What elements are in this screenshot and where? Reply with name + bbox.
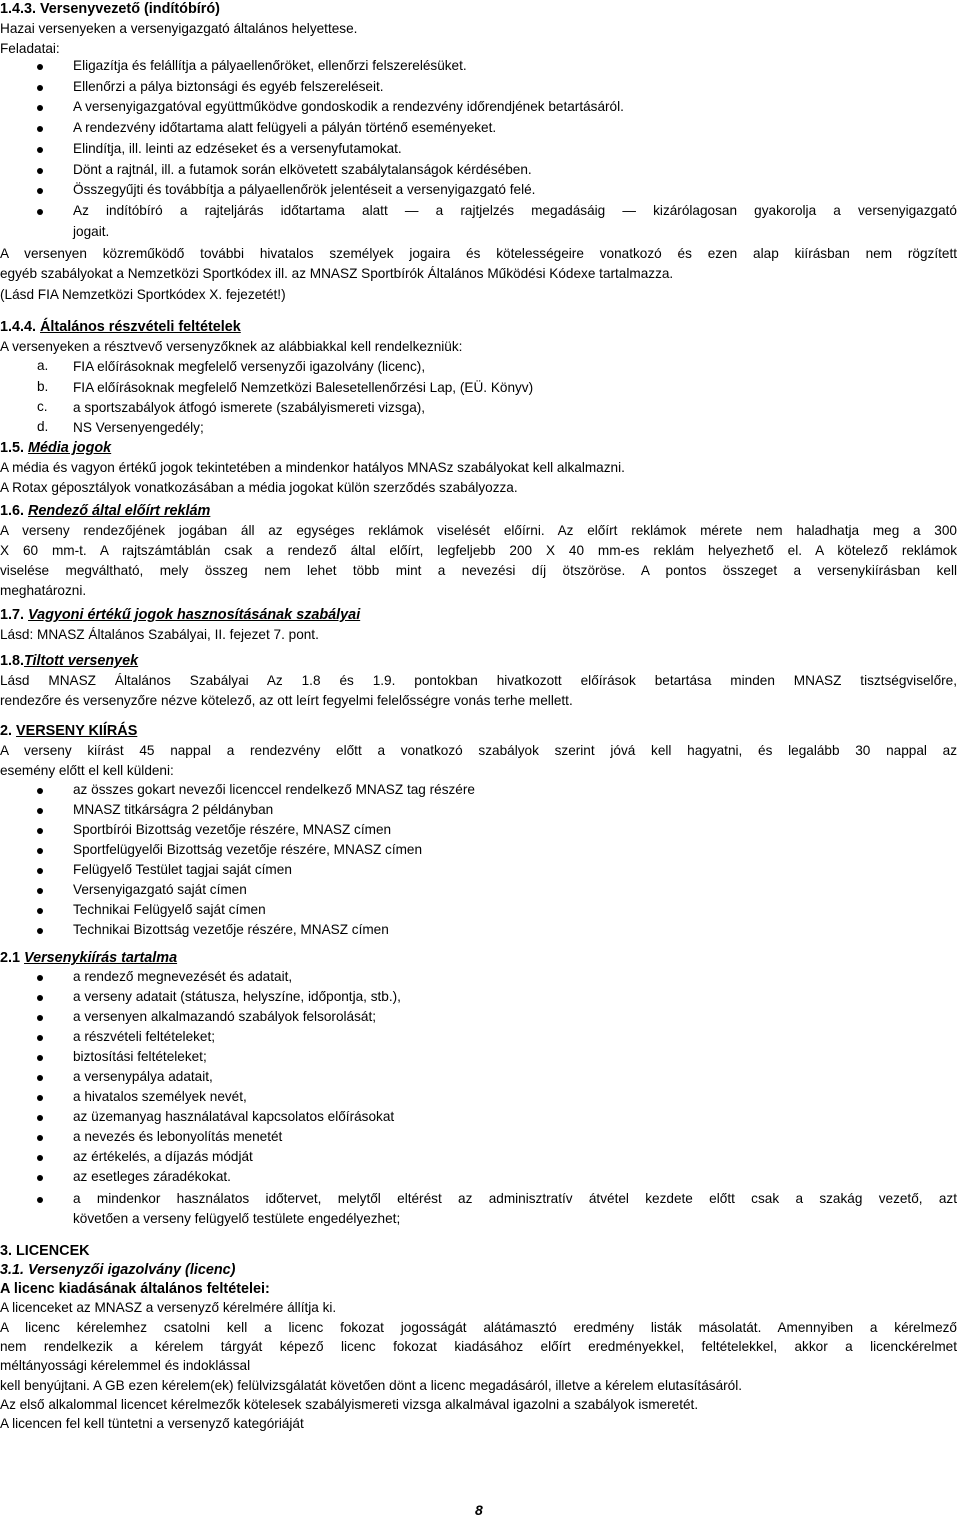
bullet-icon (37, 1175, 43, 1181)
text-line: esemény előtt el kell küldeni: (0, 763, 174, 778)
bullet-icon (37, 808, 43, 814)
section-title: Rendező által előírt reklám (28, 503, 211, 519)
text-line: rendezőre és versenyzőre nézve kötelező, az ott leírt fegyelmi felelősségre vonás terhe mellett. (0, 693, 573, 708)
bullet-icon (37, 788, 43, 794)
text-line: A licenceket az MNASZ a versenyző kérelmére állítja ki. (0, 1300, 337, 1315)
text-line: A verseny kiírást 45 nappal a rendezvény előtt a vonatkozó szabályok szerint jóvá kell hagyatni, és legalább 30 nappal az (0, 743, 957, 758)
bullet-icon (37, 64, 43, 70)
list-item: a sportszabályok átfogó ismerete (szabályismereti vizsga), (73, 400, 426, 415)
section-heading-1-7 (0, 606, 360, 624)
text-line: A versenyeken a résztvevő versenyzőknek az alábbiakkal kell rendelkezniük: (0, 339, 463, 354)
section-number: 1.8. (0, 653, 25, 669)
section-title: Tiltott versenyek (24, 653, 139, 669)
list-item: biztosítási feltételeket; (73, 1049, 207, 1064)
section-number: 1.5. (0, 440, 25, 456)
section-number: 1.7. (0, 607, 25, 623)
bullet-icon (37, 126, 43, 132)
text-line: A versenyen közreműködő további hivatalos személyek jogaira és kötelességeire vonatkozó és ezen alap kiírásban nem rögzített (0, 246, 957, 261)
text-line: Az első alkalommal licencet kérelmezők kötelesek szabályismereti vizsga alkalmával igazolni a szabályok ismeretét. (0, 1397, 699, 1412)
list-item: Dönt a rajtnál, ill. a futamok során elkövetett szabálytalanságok kérdésében. (73, 162, 532, 177)
text-line: Lásd: MNASZ Általános Szabályai, II. fejezet 7. pont. (0, 627, 319, 642)
text-line: A licenc kérelemhez csatolni kell a licenc fokozat jogosságát alátámasztó eredmény listák másolatát. Amennyiben a kérelmező (0, 1320, 957, 1335)
list-item: a verseny adatait (státusza, helyszíne, időpontja, stb.), (73, 989, 401, 1004)
list-item: a versenypálya adatait, (73, 1069, 213, 1084)
text-line: Feladatai: (0, 41, 60, 56)
list-item: a részvételi feltételeket; (73, 1029, 216, 1044)
list-letter: c. (37, 399, 48, 414)
list-item: A rendezvény időtartama alatt felügyeli a pályán történő eseményeket. (73, 120, 497, 135)
page-number: 8 (475, 1502, 483, 1518)
text-line: kell benyújtani. A GB ezen kérelem(ek) felülvizsgálatát követően dönt a licenc megadásáról, illetve a kérelem elutasításáról. (0, 1378, 743, 1393)
section-number: 2.1 (0, 950, 21, 966)
text-line: A licencen fel kell tüntetni a versenyző kategóriáját (0, 1416, 304, 1431)
text-line: méltányossági kérelemmel és indoklással (0, 1358, 251, 1373)
bullet-icon (37, 908, 43, 914)
list-item: a mindenkor használatos időtervet, melytől eltérést az adminisztratív átvétel kezdete előtt csak a szakág vezető, azt (73, 1191, 957, 1206)
section-number: 1.4.4. (0, 319, 37, 335)
bullet-icon (37, 1115, 43, 1121)
bullet-icon (37, 848, 43, 854)
section-heading-1-4-4 (0, 318, 241, 336)
list-item: Technikai Felügyelő saját címen (73, 902, 266, 917)
section-title: VERSENY KIÍRÁS (16, 723, 138, 739)
bullet-icon (37, 1197, 43, 1203)
text-line: nem rendelkezik a kérelem tárgyát képező licenc fokozat kiadásához előírt eredményekkel, feltételekkel, akkor a licenckérelmet (0, 1339, 957, 1354)
list-letter: d. (37, 419, 49, 434)
section-number: 2. (0, 723, 13, 739)
section-title: Versenykiírás tartalma (24, 950, 178, 966)
list-item: Versenyigazgató saját címen (73, 882, 247, 897)
list-item: Az indítóbíró a rajteljárás időtartama alatt ― a rajtjelzés megadásáig ― kizárólagosan gyakorolja a versenyigazgató (73, 203, 957, 218)
text-line: A verseny rendezőjének jogában áll az egységes reklámok viselését előírni. Az előírt reklámok mérete nem haladhatja meg a 300 (0, 523, 957, 538)
bullet-icon (37, 1135, 43, 1141)
section-heading-1-5 (0, 439, 111, 457)
list-item: Összegyűjti és továbbítja a pályaellenőrök jelentéseit a versenyigazgató felé. (73, 182, 536, 197)
list-item: Eligazítja és felállítja a pályaellenőröket, ellenőrzi felszerelésüket. (73, 58, 467, 73)
list-item: a versenyen alkalmazandó szabályok felsorolását; (73, 1009, 377, 1024)
list-item: az összes gokart nevezői licenccel rendelkező MNASZ tag részére (73, 782, 475, 797)
bullet-icon (37, 209, 43, 215)
bullet-icon (37, 1035, 43, 1041)
text-line: meghatározni. (0, 583, 87, 598)
section-heading-1-8 (0, 652, 138, 670)
list-item-continuation: jogait. (73, 224, 110, 239)
list-letter: b. (37, 379, 49, 394)
bullet-icon (37, 828, 43, 834)
list-item: Elindítja, ill. leinti az edzéseket és a versenyfutamokat. (73, 141, 402, 156)
list-item: a nevezés és lebonyolítás menetét (73, 1129, 283, 1144)
list-item: Ellenőrzi a pálya biztonsági és egyéb felszereléseit. (73, 79, 384, 94)
bullet-icon (37, 995, 43, 1001)
text-line: X 60 mm-t. A rajtszámtáblán csak a rendező által előírt, legfeljebb 200 X 40 mm-es reklám helyezhető el. A kötelező reklámok (0, 543, 957, 558)
bullet-icon (37, 1155, 43, 1161)
bullet-icon (37, 1015, 43, 1021)
text-line: A média és vagyon értékű jogok tekintetében a mindenkor hatályos MNASz szabályokat kell alkalmazni. (0, 460, 625, 475)
section-number: 1.6. (0, 503, 25, 519)
bullet-icon (37, 105, 43, 111)
bullet-icon (37, 188, 43, 194)
section-heading-3: 3. LICENCEK (0, 1243, 90, 1259)
list-item: FIA előírásoknak megfelelő versenyzői igazolvány (licenc), (73, 359, 426, 374)
section-title: Általános részvételi feltételek (40, 319, 241, 335)
bullet-icon (37, 868, 43, 874)
section-heading-2 (0, 722, 137, 740)
section-heading-1-4-3: 1.4.3. Versenyvezető (indítóbíró) (0, 1, 220, 17)
bullet-icon (37, 1055, 43, 1061)
section-title: Vagyoni értékű jogok hasznosításának szabályai (28, 607, 361, 623)
text-line: (Lásd FIA Nemzetközi Sportkódex X. fejezetét!) (0, 287, 286, 302)
list-item: NS Versenyengedély; (73, 420, 204, 435)
list-item: az értékelés, a díjazás módját (73, 1149, 253, 1164)
text-line: Lásd MNASZ Általános Szabályai Az 1.8 és 1.9. pontokban hivatkozott előírások betartása minden MNASZ tisztségviselőre, (0, 673, 957, 688)
list-item: a rendező megnevezését és adatait, (73, 969, 293, 984)
list-item: Sportfelügyelői Bizottság vezetője részére, MNASZ címen (73, 842, 423, 857)
list-item: a hivatalos személyek nevét, (73, 1089, 247, 1104)
list-item: az esetleges záradékokat. (73, 1169, 231, 1184)
conditions-heading: A licenc kiadásának általános feltételei: (0, 1281, 270, 1297)
bullet-icon (37, 888, 43, 894)
list-item-continuation: követően a verseny felügyelő testülete engedélyezhet; (73, 1211, 401, 1226)
section-heading-2-1 (0, 949, 177, 967)
list-letter: a. (37, 358, 49, 373)
list-item: Felügyelő Testület tagjai saját címen (73, 862, 292, 877)
bullet-icon (37, 1095, 43, 1101)
section-title: Média jogok (28, 440, 112, 456)
section-heading-1-6 (0, 502, 210, 520)
bullet-icon (37, 147, 43, 153)
bullet-icon (37, 168, 43, 174)
text-line: A Rotax géposztályok vonatkozásában a média jogokat külön szerződés szabályozza. (0, 480, 518, 495)
list-item: az üzemanyag használatával kapcsolatos előírásokat (73, 1109, 395, 1124)
bullet-icon (37, 85, 43, 91)
subsection-heading-3-1: 3.1. Versenyzői igazolvány (licenc) (0, 1262, 236, 1278)
text-line: Hazai versenyeken a versenyigazgató általános helyettese. (0, 21, 358, 36)
text-line: egyéb szabályokat a Nemzetközi Sportkódex ill. az MNASZ Sportbírók Általános Működési Kódexe tartalmazza. (0, 266, 674, 281)
bullet-icon (37, 1075, 43, 1081)
list-item: Sportbírói Bizottság vezetője részére, MNASZ címen (73, 822, 392, 837)
list-item: A versenyigazgatóval együttműködve gondoskodik a rendezvény időrendjének betartásáról. (73, 99, 624, 114)
list-item: Technikai Bizottság vezetője részére, MNASZ címen (73, 922, 389, 937)
text-line: viselése megváltható, mely összeg nem lehet több mint a nevezési díj ötszöröse. A pontos összeget a versenykiírásban kell (0, 563, 957, 578)
list-item: MNASZ titkárságra 2 példányban (73, 802, 274, 817)
bullet-icon (37, 975, 43, 981)
bullet-icon (37, 928, 43, 934)
list-item: FIA előírásoknak megfelelő Nemzetközi Balesetellenőrzési Lap, (EÜ. Könyv) (73, 380, 534, 395)
